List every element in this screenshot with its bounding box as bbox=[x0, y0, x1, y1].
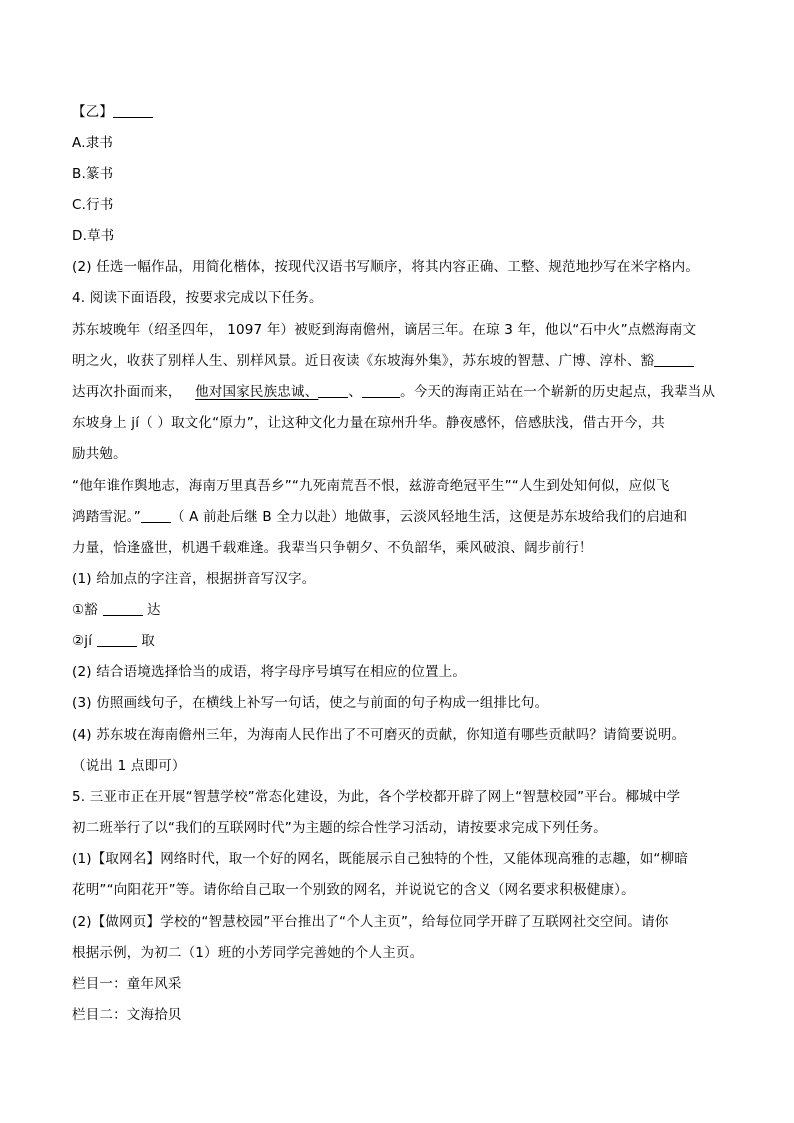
q4-paragraph-line: 力量，恰逢盛世，机遇千载难逢。我辈当只争朝夕、不负韶华，乘风破浪、阔步前行！ bbox=[72, 540, 593, 556]
q4-paragraph-line: 东坡身上 jí（ ）取文化“原力”，让这种文化力量在琼州升华。静夜感怀，倍感肤浅，借古开今，共 bbox=[72, 415, 665, 431]
underlined-sentence: 他对国家民族忠诚、 bbox=[195, 384, 319, 400]
q4-paragraph-line: 励共勉。 bbox=[72, 446, 127, 462]
q4-sub2: (2) 结合语境选择恰当的成语，将字母序号填写在相应的位置上。 bbox=[72, 664, 467, 680]
answer-blank[interactable] bbox=[113, 103, 153, 118]
q4-sub4: (4) 苏东坡在海南儋州三年，为海南人民作出了不可磨灭的贡献，你知道有哪些贡献吗？请简要说明。 bbox=[72, 727, 686, 743]
answer-blank[interactable] bbox=[103, 601, 143, 616]
q3-sub2: (2) 任选一幅作品，用简化楷体，按现代汉语书写顺序，将其内容正确、工整、规范地抄写在米字格内。 bbox=[72, 259, 700, 275]
q5-column-1: 栏目一：童年风采 bbox=[72, 976, 182, 992]
answer-blank[interactable] bbox=[654, 352, 694, 367]
q5-column-2: 栏目二：文海拾贝 bbox=[72, 1007, 182, 1023]
q4-sub1: (1) 给加点的字注音，根据拼音写汉字。 bbox=[72, 571, 316, 587]
q4-paragraph-line: 鸿踏雪泥。” （ A 前赴后继 B 全力以赴）地做事，云淡风轻地生活，这便是苏东坡给我们的启迪和 bbox=[72, 509, 688, 525]
part-b-label: 【乙】 bbox=[72, 104, 114, 120]
answer-blank[interactable] bbox=[362, 383, 400, 398]
q4-sub1-b: ②jí 取 bbox=[72, 633, 155, 649]
part-b-line bbox=[72, 102, 153, 122]
q5-sub2-line: 根据示例，为初二（1）班的小芳同学完善她的个人主页。 bbox=[72, 945, 424, 961]
q4-title: 4. 阅读下面语段，按要求完成以下任务。 bbox=[72, 290, 323, 306]
q4-paragraph-line: “他年谁作舆地志，海南万里真吾乡”“九死南荒吾不恨，兹游奇绝冠平生”“人生到处知何似，应似飞 bbox=[72, 478, 670, 494]
q4-sub3: (3) 仿照画线句子，在横线上补写一句话，使之与前面的句子构成一组排比句。 bbox=[72, 695, 549, 711]
option-a[interactable]: A.隶书 bbox=[72, 135, 114, 151]
option-c[interactable]: C.行书 bbox=[72, 197, 114, 213]
q5-sub1-line: 花明”“向阳花开”等。请你给自己取一个别致的网名，并说说它的含义（网名要求积极健康）。 bbox=[72, 882, 635, 898]
q5-sub1-line: (1)【取网名】网络时代，取一个好的网名，既能展示自己独特的个性，又能体现高雅的志趣，如“柳暗 bbox=[72, 851, 689, 867]
q5-line: 初二班举行了以“我们的互联网时代”为主题的综合性学习活动，请按要求完成下列任务。 bbox=[72, 820, 607, 836]
q5-line: 5. 三亚市正在开展“智慧学校”常态化建设，为此，各个学校都开辟了网上“智慧校园”平台。椰城中学 bbox=[72, 789, 681, 805]
q4-paragraph-line: 明之火，收获了别样人生、别样风景。近日夜读《东坡海外集》，苏东坡的智慧、广博、淳朴、豁 bbox=[72, 351, 694, 371]
option-d[interactable]: D.草书 bbox=[72, 228, 115, 244]
answer-blank[interactable] bbox=[97, 632, 137, 647]
answer-blank[interactable] bbox=[318, 383, 348, 398]
option-b[interactable]: B.篆书 bbox=[72, 166, 114, 182]
q4-paragraph-line: 苏东坡晚年（绍圣四年， 1097 年）被贬到海南儋州，谪居三年。在琼 3 年，他以“石中火”点燃海南文 bbox=[72, 322, 697, 338]
q4-paragraph-line: 达再次扑面而来， 他对国家民族忠诚、 、 。今天的海南正站在一个崭新的历史起点，我辈当从 bbox=[72, 384, 716, 400]
q4-sub1-a: ①豁 达 bbox=[72, 602, 161, 618]
q4-sub4-note: （说出 1 点即可） bbox=[72, 758, 186, 774]
answer-blank[interactable] bbox=[141, 508, 171, 523]
q5-sub2-line: (2)【做网页】学校的“智慧校园”平台推出了“个人主页”，给每位同学开辟了互联网社交空间。请你 bbox=[72, 914, 669, 930]
